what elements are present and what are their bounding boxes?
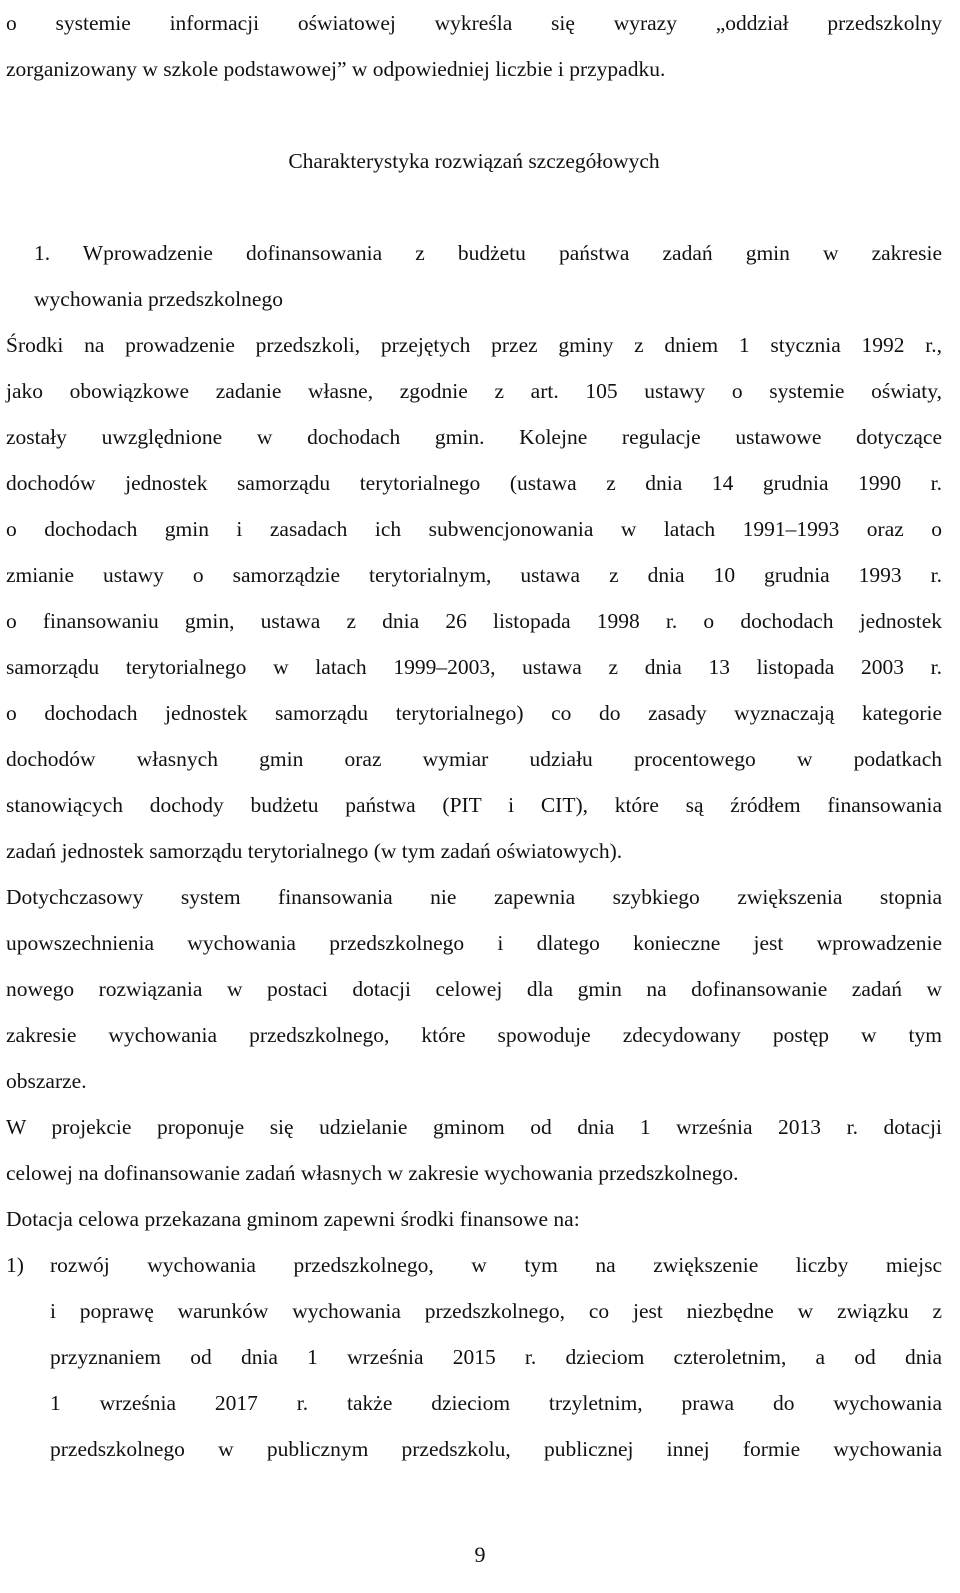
- spacer: [6, 92, 942, 138]
- text-line: zadań jednostek samorządu terytorialnego (w tym zadań oświatowych).: [6, 839, 623, 863]
- text-line: celowej na dofinansowanie zadań własnych w zakresie wychowania przedszkolnego.: [6, 1161, 739, 1185]
- section-heading: Charakterystyka rozwiązań szczegółowych: [288, 149, 660, 173]
- text-line: przyznaniem od dnia 1 września 2015 r. dzieciom czteroletnim, a od dnia: [50, 1345, 942, 1369]
- text-line: obszarze.: [6, 1069, 87, 1093]
- list-item-text: [50, 1242, 942, 1472]
- intro-paragraph: [6, 0, 942, 92]
- text-line: o dochodach gmin i zasadach ich subwencjonowania w latach 1991–1993 oraz o: [6, 517, 942, 541]
- spacer: [6, 184, 942, 230]
- text-line: o finansowaniu gmin, ustawa z dnia 26 listopada 1998 r. o dochodach jednostek: [6, 609, 942, 633]
- text-line: zmianie ustawy o samorządzie terytorialnym, ustawa z dnia 10 grudnia 1993 r.: [6, 563, 942, 587]
- text-line: 1 września 2017 r. także dzieciom trzyletnim, prawa do wychowania: [50, 1391, 942, 1415]
- text-line: wychowania przedszkolnego: [34, 287, 283, 311]
- text-line: W projekcie proponuje się udzielanie gminom od dnia 1 września 2013 r. dotacji: [6, 1115, 942, 1139]
- text-line: zorganizowany w szkole podstawowej” w odpowiedniej liczbie i przypadku.: [6, 57, 666, 81]
- text-line: dochodów własnych gmin oraz wymiar udziału procentowego w podatkach: [6, 747, 942, 771]
- text-line: upowszechnienia wychowania przedszkolnego i dlatego konieczne jest wprowadzenie: [6, 931, 942, 955]
- paragraph-2: [6, 874, 942, 1104]
- page-number: 9: [474, 1542, 486, 1567]
- text-line: zakresie wychowania przedszkolnego, które spowoduje zdecydowany postęp w tym: [6, 1023, 942, 1047]
- text-line: i poprawę warunków wychowania przedszkolnego, co jest niezbędne w związku z: [50, 1299, 942, 1323]
- text-line: Dotychczasowy system finansowania nie zapewnia szybkiego zwiększenia stopnia: [6, 885, 942, 909]
- list-item-1: [6, 1242, 942, 1472]
- text-line: Środki na prowadzenie przedszkoli, przejętych przez gminy z dniem 1 stycznia 1992 r.,: [6, 333, 942, 357]
- text-line: stanowiących dochody budżetu państwa (PIT i CIT), które są źródłem finansowania: [6, 793, 942, 817]
- text-line: samorządu terytorialnego w latach 1999–2003, ustawa z dnia 13 listopada 2003 r.: [6, 655, 942, 679]
- paragraph-1: [6, 322, 942, 874]
- text-line: o systemie informacji oświatowej wykreśla się wyrazy „oddział przedszkolny: [6, 11, 942, 35]
- text-line: o dochodach jednostek samorządu terytorialnego) co do zasady wyznaczają kategorie: [6, 701, 942, 725]
- text-line: rozwój wychowania przedszkolnego, w tym na zwiększenie liczby miejsc: [50, 1253, 942, 1277]
- paragraph-3: [6, 1104, 942, 1196]
- point-1-title: [6, 230, 942, 322]
- text-line: nowego rozwiązania w postaci dotacji celowej dla gmin na dofinansowanie zadań w: [6, 977, 942, 1001]
- paragraph-4: [6, 1196, 942, 1242]
- text-line: Dotacja celowa przekazana gminom zapewni środki finansowe na:: [6, 1207, 580, 1231]
- text-line: przedszkolnego w publicznym przedszkolu, publicznej innej formie wychowania: [50, 1437, 942, 1461]
- text-line: dochodów jednostek samorządu terytorialnego (ustawa z dnia 14 grudnia 1990 r.: [6, 471, 942, 495]
- text-line: zostały uwzględnione w dochodach gmin. Kolejne regulacje ustawowe dotyczące: [6, 425, 942, 449]
- text-line: jako obowiązkowe zadanie własne, zgodnie z art. 105 ustawy o systemie oświaty,: [6, 379, 942, 403]
- text-line: 1. Wprowadzenie dofinansowania z budżetu państwa zadań gmin w zakresie: [34, 241, 942, 265]
- list-item-number: 1): [6, 1253, 24, 1277]
